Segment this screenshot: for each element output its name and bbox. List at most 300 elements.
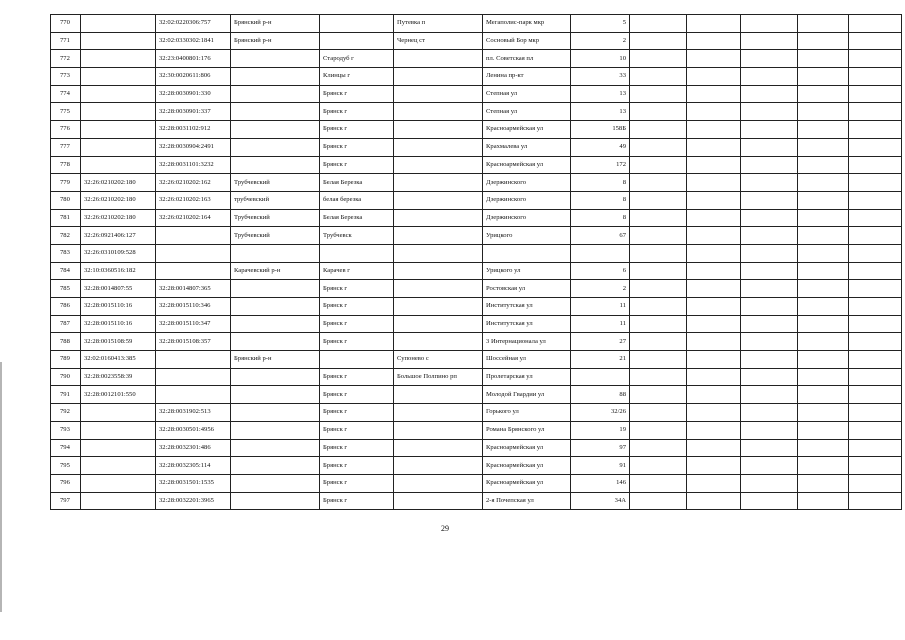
empty-cell: [741, 262, 798, 280]
table-row: [51, 386, 902, 404]
empty-cell: [687, 457, 741, 475]
table-row: [51, 227, 902, 245]
district-cell: [231, 50, 320, 68]
records-table: [50, 14, 902, 510]
row-number-cell: 782: [51, 227, 81, 245]
empty-cell: [741, 351, 798, 369]
row-number-cell: 786: [51, 298, 81, 316]
cadastral-number-cell: [81, 492, 156, 510]
table-row: [51, 404, 902, 422]
table-row: [51, 457, 902, 475]
empty-cell: [630, 298, 687, 316]
empty-cell: [741, 50, 798, 68]
table-row: [51, 262, 902, 280]
object-cadastral-number-cell: 32:26:0210202:162: [156, 174, 231, 192]
empty-cell: [741, 333, 798, 351]
empty-cell: [687, 68, 741, 86]
street-cell: Сосновый Бор мкр: [483, 32, 571, 50]
empty-cell: [687, 32, 741, 50]
empty-cell: [741, 103, 798, 121]
empty-cell: [849, 138, 902, 156]
settlement-cell: [394, 244, 483, 262]
row-number-cell: 789: [51, 351, 81, 369]
object-cadastral-number-cell: 32:26:0210202:164: [156, 209, 231, 227]
table-row: [51, 68, 902, 86]
city-cell: Брянск г: [320, 368, 394, 386]
table-row: [51, 298, 902, 316]
district-cell: [231, 333, 320, 351]
object-cadastral-number-cell: [156, 386, 231, 404]
empty-cell: [630, 32, 687, 50]
empty-cell: [849, 280, 902, 298]
empty-cell: [798, 191, 849, 209]
empty-cell: [630, 227, 687, 245]
table-row: [51, 156, 902, 174]
house-number-cell: 10: [571, 50, 630, 68]
house-number-cell: 5: [571, 15, 630, 33]
city-cell: Брянск г: [320, 457, 394, 475]
empty-cell: [630, 103, 687, 121]
house-number-cell: 172: [571, 156, 630, 174]
object-cadastral-number-cell: 32:30:0020611:806: [156, 68, 231, 86]
empty-cell: [798, 138, 849, 156]
empty-cell: [741, 474, 798, 492]
cadastral-number-cell: [81, 15, 156, 33]
object-cadastral-number-cell: 32:28:0030501:4956: [156, 421, 231, 439]
empty-cell: [849, 404, 902, 422]
empty-cell: [849, 85, 902, 103]
empty-cell: [798, 298, 849, 316]
empty-cell: [798, 68, 849, 86]
settlement-cell: [394, 280, 483, 298]
house-number-cell: 21: [571, 351, 630, 369]
house-number-cell: 34А: [571, 492, 630, 510]
object-cadastral-number-cell: 32:26:0210202:163: [156, 191, 231, 209]
street-cell: Степная ул: [483, 85, 571, 103]
table-row: [51, 85, 902, 103]
empty-cell: [687, 474, 741, 492]
empty-cell: [630, 191, 687, 209]
cadastral-number-cell: [81, 32, 156, 50]
table-row: [51, 15, 902, 33]
empty-cell: [849, 191, 902, 209]
empty-cell: [687, 244, 741, 262]
empty-cell: [630, 404, 687, 422]
cadastral-number-cell: [81, 121, 156, 139]
table-row: [51, 138, 902, 156]
city-cell: [320, 15, 394, 33]
empty-cell: [849, 315, 902, 333]
empty-cell: [798, 315, 849, 333]
street-cell: Мегаполис-парк мкр: [483, 15, 571, 33]
empty-cell: [798, 368, 849, 386]
empty-cell: [741, 68, 798, 86]
settlement-cell: [394, 315, 483, 333]
street-cell: Дзержинского: [483, 191, 571, 209]
city-cell: [320, 351, 394, 369]
house-number-cell: 146: [571, 474, 630, 492]
cadastral-number-cell: [81, 68, 156, 86]
empty-cell: [741, 156, 798, 174]
settlement-cell: [394, 174, 483, 192]
empty-cell: [849, 68, 902, 86]
settlement-cell: [394, 404, 483, 422]
empty-cell: [687, 492, 741, 510]
street-cell: 3 Интернационала ул: [483, 333, 571, 351]
city-cell: Брянск г: [320, 492, 394, 510]
empty-cell: [849, 156, 902, 174]
empty-cell: [741, 191, 798, 209]
house-number-cell: 11: [571, 315, 630, 333]
object-cadastral-number-cell: [156, 368, 231, 386]
street-cell: Степная ул: [483, 103, 571, 121]
object-cadastral-number-cell: 32:28:0030901:337: [156, 103, 231, 121]
settlement-cell: Чернец ст: [394, 32, 483, 50]
empty-cell: [630, 156, 687, 174]
city-cell: Брянск г: [320, 404, 394, 422]
empty-cell: [687, 351, 741, 369]
empty-cell: [630, 121, 687, 139]
district-cell: трубчевский: [231, 191, 320, 209]
cadastral-number-cell: 32:26:0210202:180: [81, 191, 156, 209]
row-number-cell: 775: [51, 103, 81, 121]
empty-cell: [849, 439, 902, 457]
street-cell: 2-я Почепская ул: [483, 492, 571, 510]
empty-cell: [798, 351, 849, 369]
empty-cell: [798, 174, 849, 192]
district-cell: [231, 156, 320, 174]
settlement-cell: [394, 298, 483, 316]
district-cell: [231, 386, 320, 404]
empty-cell: [630, 280, 687, 298]
empty-cell: [630, 457, 687, 475]
city-cell: Стародуб г: [320, 50, 394, 68]
street-cell: Крахмалева ул: [483, 138, 571, 156]
street-cell: Институтская ул: [483, 298, 571, 316]
empty-cell: [849, 492, 902, 510]
row-number-cell: 777: [51, 138, 81, 156]
street-cell: Дзержинского: [483, 209, 571, 227]
house-number-cell: 6: [571, 262, 630, 280]
empty-cell: [630, 351, 687, 369]
scan-edge-line: [0, 362, 2, 612]
empty-cell: [849, 474, 902, 492]
city-cell: Брянск г: [320, 421, 394, 439]
settlement-cell: Путевка п: [394, 15, 483, 33]
empty-cell: [798, 492, 849, 510]
cadastral-number-cell: 32:28:0014807:55: [81, 280, 156, 298]
settlement-cell: [394, 474, 483, 492]
empty-cell: [849, 50, 902, 68]
empty-cell: [798, 121, 849, 139]
settlement-cell: [394, 333, 483, 351]
empty-cell: [798, 209, 849, 227]
settlement-cell: [394, 103, 483, 121]
empty-cell: [630, 421, 687, 439]
empty-cell: [687, 386, 741, 404]
row-number-cell: 792: [51, 404, 81, 422]
table-row: [51, 439, 902, 457]
street-cell: Красноармейская ул: [483, 156, 571, 174]
district-cell: [231, 368, 320, 386]
cadastral-number-cell: 32:28:0015110:16: [81, 315, 156, 333]
row-number-cell: 781: [51, 209, 81, 227]
district-cell: Карачевский р-н: [231, 262, 320, 280]
table-row: [51, 121, 902, 139]
object-cadastral-number-cell: 32:28:0030904:2491: [156, 138, 231, 156]
row-number-cell: 795: [51, 457, 81, 475]
street-cell: Молодой Гвардии ул: [483, 386, 571, 404]
empty-cell: [798, 85, 849, 103]
cadastral-number-cell: [81, 156, 156, 174]
empty-cell: [687, 404, 741, 422]
empty-cell: [630, 474, 687, 492]
object-cadastral-number-cell: 32:28:0015108:357: [156, 333, 231, 351]
settlement-cell: [394, 492, 483, 510]
row-number-cell: 771: [51, 32, 81, 50]
table-row: [51, 174, 902, 192]
house-number-cell: 8: [571, 209, 630, 227]
empty-cell: [741, 280, 798, 298]
object-cadastral-number-cell: 32:28:0031102:912: [156, 121, 231, 139]
object-cadastral-number-cell: 32:23:0400801:176: [156, 50, 231, 68]
district-cell: [231, 421, 320, 439]
empty-cell: [798, 50, 849, 68]
empty-cell: [630, 439, 687, 457]
empty-cell: [798, 333, 849, 351]
table-row: [51, 50, 902, 68]
table-row: [51, 103, 902, 121]
empty-cell: [798, 244, 849, 262]
city-cell: Брянск г: [320, 386, 394, 404]
empty-cell: [630, 333, 687, 351]
district-cell: [231, 457, 320, 475]
street-cell: Урицкого: [483, 227, 571, 245]
city-cell: Брянск г: [320, 298, 394, 316]
cadastral-number-cell: [81, 439, 156, 457]
empty-cell: [741, 315, 798, 333]
table-row: [51, 474, 902, 492]
city-cell: Клинцы г: [320, 68, 394, 86]
empty-cell: [798, 156, 849, 174]
empty-cell: [687, 15, 741, 33]
table-row: [51, 315, 902, 333]
settlement-cell: [394, 457, 483, 475]
district-cell: [231, 474, 320, 492]
empty-cell: [630, 15, 687, 33]
empty-cell: [849, 174, 902, 192]
cadastral-number-cell: [81, 404, 156, 422]
district-cell: Трубчевский: [231, 227, 320, 245]
row-number-cell: 779: [51, 174, 81, 192]
row-number-cell: 774: [51, 85, 81, 103]
city-cell: Брянск г: [320, 439, 394, 457]
cadastral-number-cell: 32:28:0012101:550: [81, 386, 156, 404]
row-number-cell: 790: [51, 368, 81, 386]
row-number-cell: 787: [51, 315, 81, 333]
records-table-body: [51, 15, 902, 510]
city-cell: [320, 244, 394, 262]
house-number-cell: 67: [571, 227, 630, 245]
empty-cell: [741, 368, 798, 386]
empty-cell: [849, 103, 902, 121]
row-number-cell: 780: [51, 191, 81, 209]
empty-cell: [849, 32, 902, 50]
cadastral-number-cell: [81, 85, 156, 103]
district-cell: [231, 103, 320, 121]
table-row: [51, 421, 902, 439]
empty-cell: [687, 227, 741, 245]
district-cell: [231, 404, 320, 422]
street-cell: пл. Советская пл: [483, 50, 571, 68]
district-cell: [231, 315, 320, 333]
street-cell: Красноармейская ул: [483, 457, 571, 475]
district-cell: Трубчевский: [231, 209, 320, 227]
empty-cell: [687, 280, 741, 298]
table-row: [51, 191, 902, 209]
empty-cell: [630, 68, 687, 86]
street-cell: Романа Брянского ул: [483, 421, 571, 439]
empty-cell: [741, 439, 798, 457]
house-number-cell: [571, 368, 630, 386]
house-number-cell: 13: [571, 85, 630, 103]
district-cell: [231, 244, 320, 262]
cadastral-number-cell: 32:26:0210202:180: [81, 209, 156, 227]
empty-cell: [687, 50, 741, 68]
city-cell: Белая Березка: [320, 209, 394, 227]
empty-cell: [630, 50, 687, 68]
empty-cell: [687, 174, 741, 192]
empty-cell: [687, 439, 741, 457]
object-cadastral-number-cell: 32:28:0014807:365: [156, 280, 231, 298]
city-cell: Брянск г: [320, 156, 394, 174]
empty-cell: [741, 244, 798, 262]
settlement-cell: Супонево с: [394, 351, 483, 369]
empty-cell: [687, 156, 741, 174]
empty-cell: [741, 121, 798, 139]
empty-cell: [741, 174, 798, 192]
empty-cell: [849, 262, 902, 280]
city-cell: Брянск г: [320, 85, 394, 103]
empty-cell: [687, 298, 741, 316]
house-number-cell: 27: [571, 333, 630, 351]
settlement-cell: [394, 209, 483, 227]
table-row: [51, 333, 902, 351]
empty-cell: [741, 298, 798, 316]
object-cadastral-number-cell: [156, 244, 231, 262]
empty-cell: [849, 227, 902, 245]
table-row: [51, 492, 902, 510]
house-number-cell: 2: [571, 280, 630, 298]
city-cell: Брянск г: [320, 138, 394, 156]
empty-cell: [849, 457, 902, 475]
settlement-cell: Большое Полпино рп: [394, 368, 483, 386]
cadastral-number-cell: 32:26:0210202:180: [81, 174, 156, 192]
district-cell: Брянский р-н: [231, 15, 320, 33]
district-cell: [231, 138, 320, 156]
house-number-cell: 49: [571, 138, 630, 156]
cadastral-number-cell: 32:02:0160413:385: [81, 351, 156, 369]
table-row: [51, 32, 902, 50]
row-number-cell: 784: [51, 262, 81, 280]
table-row: [51, 351, 902, 369]
empty-cell: [741, 85, 798, 103]
row-number-cell: 785: [51, 280, 81, 298]
empty-cell: [798, 280, 849, 298]
empty-cell: [741, 32, 798, 50]
house-number-cell: 8: [571, 174, 630, 192]
empty-cell: [741, 227, 798, 245]
empty-cell: [849, 386, 902, 404]
object-cadastral-number-cell: 32:28:0031101:3232: [156, 156, 231, 174]
empty-cell: [630, 209, 687, 227]
row-number-cell: 783: [51, 244, 81, 262]
district-cell: [231, 280, 320, 298]
street-cell: Пролетарская ул: [483, 368, 571, 386]
district-cell: Брянский р-н: [231, 32, 320, 50]
empty-cell: [687, 315, 741, 333]
empty-cell: [687, 209, 741, 227]
street-cell: Горького ул: [483, 404, 571, 422]
house-number-cell: 88: [571, 386, 630, 404]
empty-cell: [849, 368, 902, 386]
table-row: [51, 368, 902, 386]
house-number-cell: 33: [571, 68, 630, 86]
cadastral-number-cell: [81, 421, 156, 439]
empty-cell: [687, 262, 741, 280]
settlement-cell: [394, 138, 483, 156]
house-number-cell: 91: [571, 457, 630, 475]
cadastral-number-cell: 32:28:0023558:39: [81, 368, 156, 386]
house-number-cell: 2: [571, 32, 630, 50]
row-number-cell: 788: [51, 333, 81, 351]
object-cadastral-number-cell: 32:28:0030901:330: [156, 85, 231, 103]
city-cell: белая березка: [320, 191, 394, 209]
empty-cell: [741, 386, 798, 404]
row-number-cell: 791: [51, 386, 81, 404]
empty-cell: [798, 421, 849, 439]
cadastral-number-cell: [81, 50, 156, 68]
settlement-cell: [394, 121, 483, 139]
settlement-cell: [394, 262, 483, 280]
empty-cell: [849, 15, 902, 33]
empty-cell: [849, 121, 902, 139]
settlement-cell: [394, 421, 483, 439]
city-cell: Брянск г: [320, 333, 394, 351]
house-number-cell: [571, 244, 630, 262]
district-cell: [231, 492, 320, 510]
house-number-cell: 11: [571, 298, 630, 316]
page-number: 29: [441, 524, 449, 533]
district-cell: [231, 439, 320, 457]
street-cell: Ростовская ул: [483, 280, 571, 298]
empty-cell: [798, 227, 849, 245]
cadastral-number-cell: [81, 138, 156, 156]
empty-cell: [687, 421, 741, 439]
empty-cell: [741, 209, 798, 227]
empty-cell: [798, 32, 849, 50]
row-number-cell: 770: [51, 15, 81, 33]
empty-cell: [630, 262, 687, 280]
house-number-cell: 8: [571, 191, 630, 209]
district-cell: [231, 68, 320, 86]
object-cadastral-number-cell: 32:02:0330302:1841: [156, 32, 231, 50]
empty-cell: [849, 421, 902, 439]
object-cadastral-number-cell: [156, 227, 231, 245]
empty-cell: [798, 439, 849, 457]
object-cadastral-number-cell: [156, 262, 231, 280]
empty-cell: [687, 121, 741, 139]
